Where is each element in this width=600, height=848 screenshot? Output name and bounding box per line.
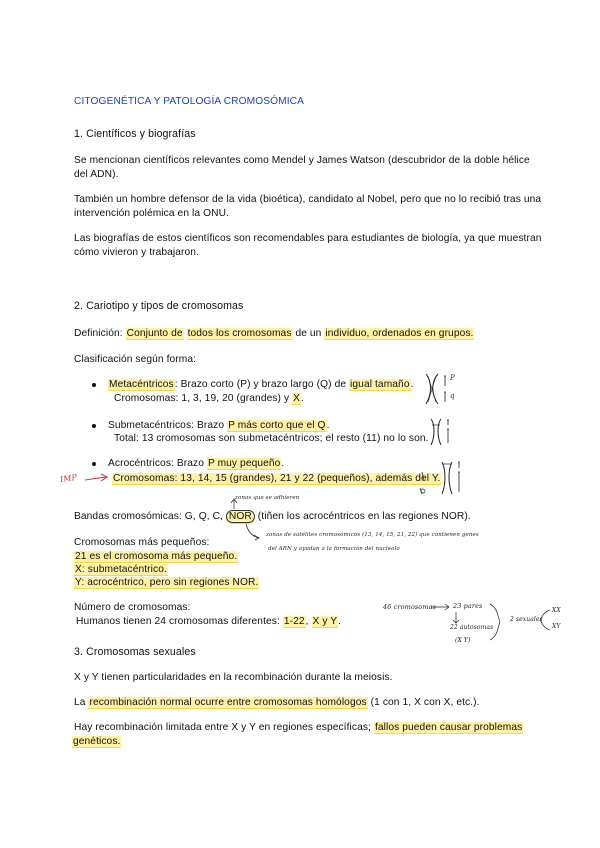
metacentric-chromosomes: Cromosomas: 1, 3, 19, 20 (grandes) y <box>114 393 290 404</box>
smallest-heading: Cromosomas más pequeños: <box>74 537 210 548</box>
number-period: . <box>338 616 342 627</box>
s1-paragraph-3-line-1: Las biografías de estos científicos son recomendables para estudiantes de biología, ya que muestran <box>74 233 542 244</box>
section-1-heading: 1. Científicos y biografías <box>74 128 196 140</box>
bands-line <box>74 509 471 524</box>
metacentric-highlight: igual tamaño <box>350 379 410 390</box>
acrocentric-subline <box>112 471 441 486</box>
acrocentric-sketch-icon <box>418 458 468 498</box>
metacentric-subline <box>114 391 304 406</box>
arm-p-note: P <box>450 374 455 382</box>
arm-q-note: q <box>450 392 455 400</box>
s3-paragraph-1: X y Y tienen particularidades en la recombinación durante la meiosis. <box>74 672 393 683</box>
definition-label: Definición: <box>74 328 123 339</box>
number-comma: , <box>305 616 309 627</box>
submetacentric-highlight: P más corto que el Q <box>228 420 326 431</box>
submetacentric-term: Submetacéntricos: Brazo <box>108 420 225 431</box>
definition-highlight-3: individuo, ordenados en grupos. <box>325 328 474 339</box>
nor-down-arrow-icon <box>244 522 262 542</box>
bullet-dot <box>92 462 96 466</box>
definition-text: de un <box>295 328 322 339</box>
nor-circled: NOR <box>226 510 255 523</box>
number-xy-highlight: X y Y <box>312 616 338 627</box>
metacentric-x-highlight: X <box>293 393 301 404</box>
s3-paragraph-2 <box>74 695 480 710</box>
s3-p2-start: La <box>74 697 86 708</box>
acrocentric-term: Acrocéntricos: Brazo <box>108 458 204 469</box>
nor-up-arrow-icon <box>229 497 241 511</box>
bands-text: Bandas cromosómicas: G, Q, C, <box>74 511 223 522</box>
number-range-highlight: 1-22 <box>283 616 305 627</box>
s1-paragraph-2-line-1: También un hombre defensor de la vida (bioética), candidato al Nobel, pero que no lo recibió tras una <box>74 194 542 205</box>
right-arrow-icon <box>430 602 452 612</box>
acrocentric-line <box>108 456 284 471</box>
submetacentric-subline: Total: 13 cromosomas son submetacéntricos; el resto (11) no lo son. <box>114 433 429 444</box>
s3-p3-highlight-2: genéticos. <box>73 736 121 747</box>
definition-highlight-2: todos los cromosomas <box>187 328 292 339</box>
note-22: 22 autosomas <box>450 624 494 631</box>
nor-note-line-1: zonas de satélites cromosómicos (13, 14, 15, 21, 22) que contienen genes <box>266 532 479 538</box>
bands-desc: (tiñen los acrocéntricos en las regiones NOR). <box>257 511 471 522</box>
definition-highlight-1: Conjunto de <box>126 328 183 339</box>
smallest-item-1-text: 21 es el cromosoma más pequeño. <box>75 551 238 562</box>
metacentric-term: Metacéntricos <box>109 379 174 390</box>
small-brace-icon <box>538 608 552 632</box>
nor-top-note: zonas que se adhieren <box>235 495 300 501</box>
metacentric-desc: : Brazo corto (P) y brazo largo (Q) de <box>174 379 347 390</box>
acrocentric-highlight: P muy pequeño <box>207 458 281 469</box>
note-xy: (X Y) <box>455 637 471 644</box>
section-3-heading: 3. Cromosomas sexuales <box>74 646 196 658</box>
s1-paragraph-1-line-1: Se mencionan científicos relevantes como Mendel y James Watson (descubridor de la doble hélice <box>74 155 530 166</box>
submetacentric-sketch-icon <box>425 417 461 447</box>
note-46: 46 cromosomas <box>383 603 436 611</box>
number-text: Humanos tienen 24 cromosomas diferentes: <box>76 616 280 627</box>
s1-paragraph-3-line-2: cómo vivieron y trabajaron. <box>74 247 200 258</box>
smallest-item-3 <box>74 575 259 590</box>
down-arrow-icon <box>452 611 462 625</box>
imp-note: IMP <box>59 472 78 485</box>
metacentric-period: . <box>410 379 414 390</box>
note-23: 23 pares <box>453 602 483 610</box>
note-xx: XX <box>552 607 561 614</box>
classification-heading: Clasificación según forma: <box>74 354 197 365</box>
number-heading: Número de cromosomas: <box>74 602 191 613</box>
smallest-item-2-text: X: submetacéntrico. <box>75 564 167 575</box>
metacentric-sketch-icon <box>418 372 468 408</box>
brace-icon <box>488 602 502 642</box>
page-title: CITOGENÉTICA Y PATOLOGÍA CROMOSÓMICA <box>74 96 305 107</box>
s3-paragraph-3 <box>74 720 523 735</box>
s3-p3-start: Hay recombinación limitada entre X y Y en regiones específicas; <box>74 722 371 733</box>
s1-paragraph-1-line-2: del ADN). <box>74 169 119 180</box>
number-line <box>76 614 341 629</box>
note-xy-sexual: XY <box>552 623 561 630</box>
red-arrow-icon <box>84 472 110 484</box>
note-sexual: 2 sexuales <box>510 616 543 623</box>
s3-p3-highlight: fallos pueden causar problemas <box>374 722 523 733</box>
definition-line <box>74 326 474 341</box>
acrocentric-chromosomes-highlight: Cromosomas: 13, 14, 15 (grandes), 21 y 22 (pequeños), además del Y. <box>113 473 441 484</box>
acrocentric-period: . <box>281 458 285 469</box>
metacentric-line <box>108 377 414 392</box>
s1-paragraph-2-line-2: intervención polémica en la ONU. <box>74 208 229 219</box>
section-2-heading: 2. Cariotipo y tipos de cromosomas <box>74 300 244 312</box>
s3-p2-end: (1 con 1, X con X, etc.). <box>370 697 480 708</box>
s3-p2-highlight: recombinación normal ocurre entre cromosomas homólogos <box>89 697 367 708</box>
s3-paragraph-3-line-2 <box>72 734 121 749</box>
smallest-item-3-text: Y: acrocéntrico, pero sin regiones NOR. <box>75 577 259 588</box>
nor-note-line-2: del ARN y ayudan a la formación del nucleolo <box>268 546 400 552</box>
metacentric-sub-period: . <box>301 393 304 404</box>
submetacentric-period: . <box>326 420 330 431</box>
bullet-dot <box>92 383 96 387</box>
bullet-dot <box>92 424 96 428</box>
